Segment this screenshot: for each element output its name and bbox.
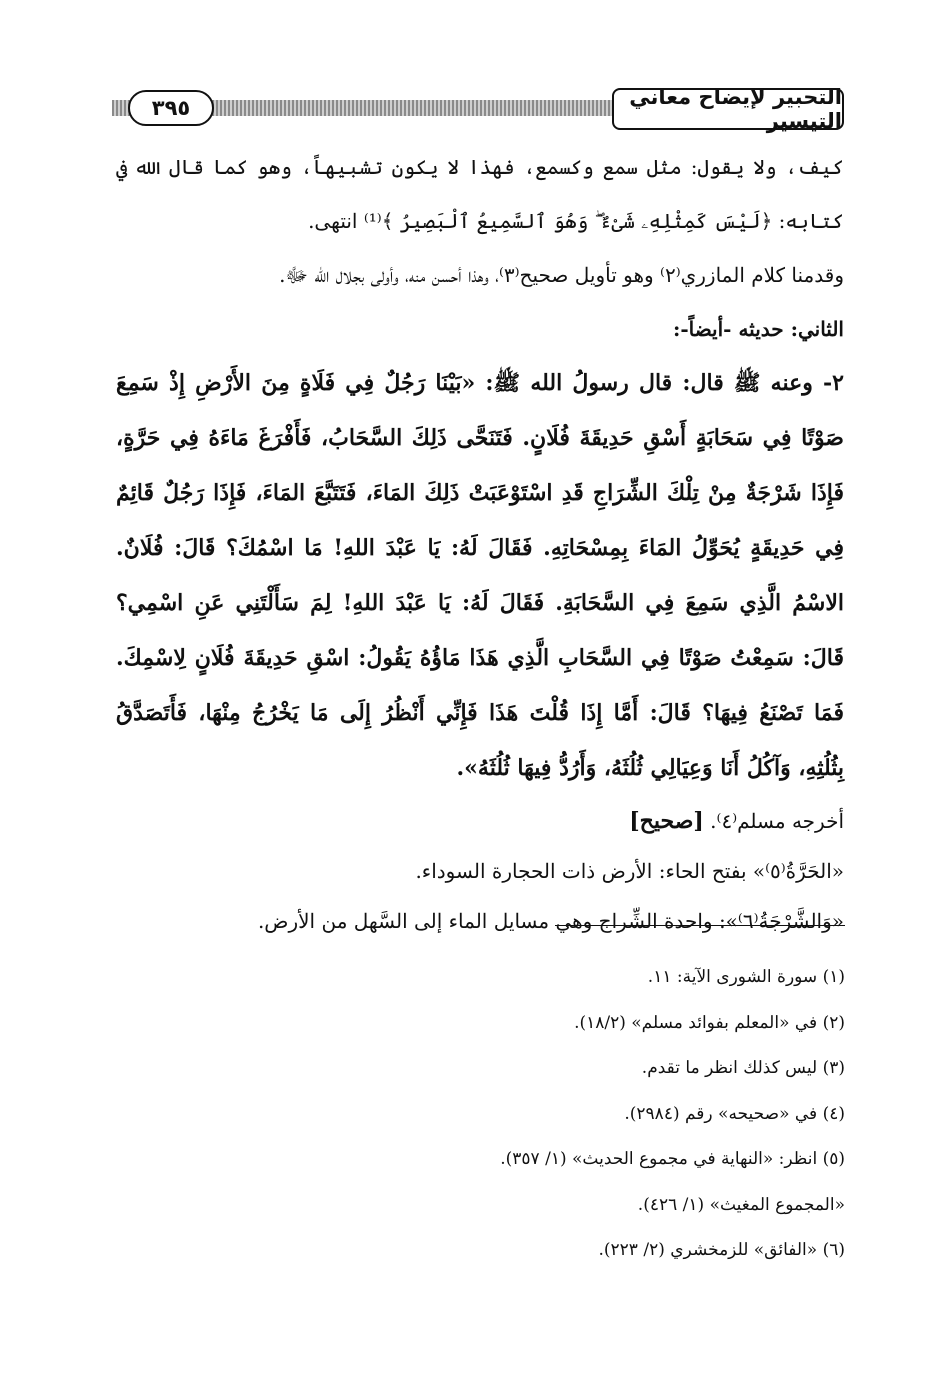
footnote-item: (٣) ليس كذلك انظر ما تقدم. <box>641 1058 845 1078</box>
footnote-item: (٦) «الفائق» للزمخشري (٢/ ٢٢٣). <box>598 1240 845 1260</box>
footnote-item: (٤) في «صحيحه» رقم (٢٩٨٤). <box>624 1103 845 1124</box>
footnote-item: (٢) في «المعلم بفوائد مسلم» (١٨/٢). <box>574 1012 845 1033</box>
book-title: التحبير لإيضاح معاني التيسير <box>612 88 844 130</box>
footnote-item: (٥) انظر: «النهاية في مجموع الحديث» (١/ ٣٥٧). <box>500 1149 845 1169</box>
page-number: ٣٩٥ <box>128 90 214 126</box>
takhrij-line <box>116 796 844 846</box>
gloss-harra: «الحَرَّةُ⁽٥⁾» بفتح الحاء: الأرض ذات الحجارة السوداء. <box>415 859 844 883</box>
section-heading-second: الثاني: حديثه -أيضاً-: <box>672 317 844 341</box>
running-header <box>112 85 844 133</box>
takhrij-text: أخرجه مسلم⁽٤⁾. <box>703 809 844 833</box>
paragraph-sifat-explanation: كيف، ولا يقول: مثل سمع وكسمع، فهذا لا يكون تشبيهاً، وهو كما قال الله في كتابه: ﴿لَيْسَ كَمِثْلِهِۦ شَىْءٌ ۖ وَهُوَ ٱلسَّمِيعُ ٱلْبَصِيرُ ﴾⁽¹⁾ انتهى. <box>116 155 844 233</box>
footnote-item: «المجموع المغيث» (١/ ٤٢٦). <box>637 1194 845 1215</box>
grade-badge: [صحيح] <box>629 808 704 834</box>
gloss-sharja: «وَالشَّرْجَةُ⁽٦⁾»: واحدة الشِّراج وهي مسايل الماء إلى السَّهل من الأرض. <box>257 909 844 933</box>
hadith-text: ٢- وعنه ﷺ قال: قال رسولُ الله ﷺ: «بَيْنَا رَجُلٌ فِي فَلَاةٍ مِنَ الأَرْضِ إِذْ سَمِعَ صَوْتًا فِي سَحَابَةٍ أَسْقِ حَدِيقَةَ فُلَانٍ. فَتَنَحَّى ذَلِكَ السَّحَابُ، فَأَفْرَغَ مَاءَهُ فِي حَرَّةٍ، فَإِذَا شَرْجَةٌ مِنْ تِلْكَ الشِّرَاجِ قَدِ اسْتَوْعَبَتْ ذَلِكَ المَاءَ، فَتَتَبَّعَ المَاءَ، فَإِذَا رَجُلٌ قَائِمٌ فِي حَدِيقَةٍ يُحَوِّلُ المَاءَ بِمِسْحَاتِهِ. فَقَالَ لَهُ: يَا عَبْدَ اللهِ! مَا اسْمُكَ؟ قَالَ: فُلَانٌ. الاسْمُ الَّذِي سَمِعَ فِي السَّحَابَةِ. فَقَالَ لَهُ: يَا عَبْدَ اللهِ! لِمَ سَأَلْتَنِي عَنِ اسْمِي؟ قَالَ: سَمِعْتُ صَوْتًا فِي السَّحَابِ الَّذِي هَذَا مَاؤُهُ يَقُولُ: اسْقِ حَدِيقَةَ فُلَانٍ لِاسْمِكَ. فَمَا تَصْنَعُ فِيهَا؟ قَالَ: أَمَّا إِذَا قُلْتَ هَذَا فَإِنِّي أَنْظُرُ إِلَى مَا يَخْرُجُ مِنْهَا، فَأَتَصَدَّقُ بِثُلُثِهِ، وَآكُلُ أَنَا وَعِيَالِي ثُلُثَهُ، وَأَرُدُّ فِيهَا ثُلُثَهُ». <box>116 370 844 781</box>
footnote-item: (١) سورة الشورى الآية: ١١. <box>647 967 845 987</box>
paragraph-mazari: وقدمنا كلام المازري⁽٢⁾ وهو تأويل صحيح⁽٣⁾، وهذا أحسن منه، وأولى بجلال الله ﷻ. <box>279 263 844 287</box>
footnote-separator <box>555 925 845 926</box>
footnotes <box>300 955 845 1274</box>
main-text <box>116 140 844 946</box>
